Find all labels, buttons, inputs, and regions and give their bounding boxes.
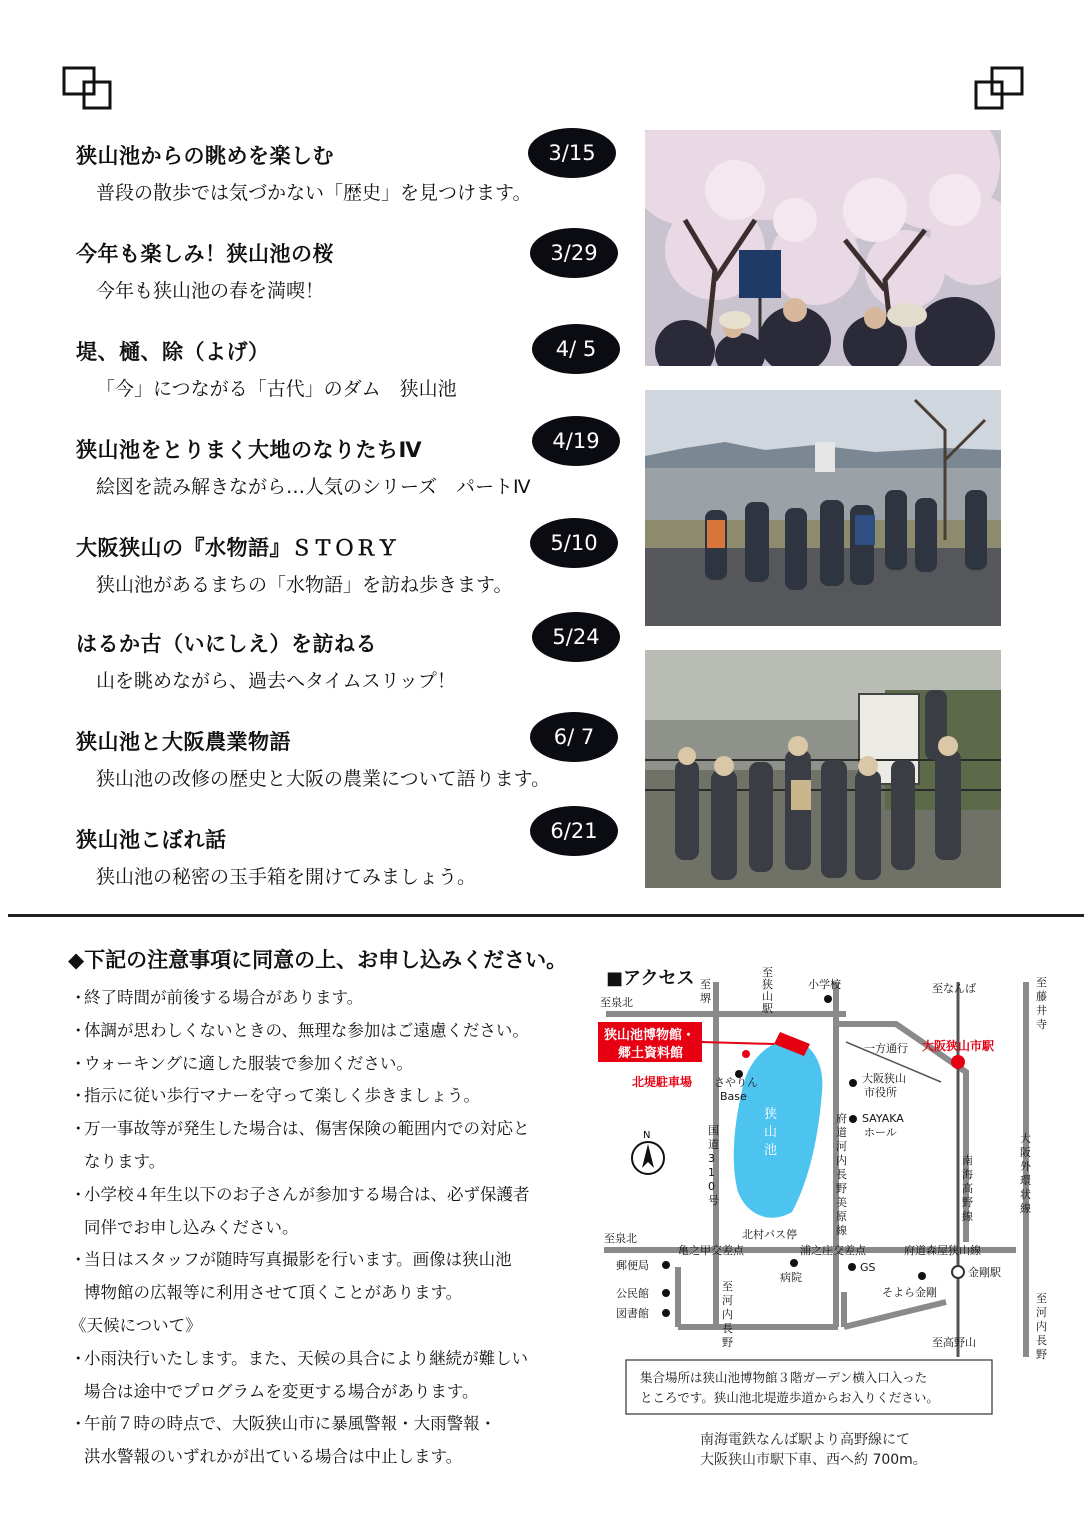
notice-item: ・小学校４年生以下のお子さんが参加する場合は、必ず保護者 同伴でお申し込みください。 xyxy=(70,1184,530,1237)
museum-label: 狭山池博物館・ xyxy=(604,1028,696,1043)
event-desc: 狭山池の改修の歴史と大阪の農業について語ります。 xyxy=(96,768,551,790)
map-label: 長 xyxy=(836,1168,847,1181)
event-desc: 山を眺めながら、過去へタイムスリップ！ xyxy=(96,670,456,692)
weather-item: ・午前７時の時点で、大阪狭山市に暴風警報・大雨警報・ 洪水警報のいずれかが出ている場合は中止します。 xyxy=(70,1414,497,1467)
photo-dam-lecture xyxy=(645,650,1001,888)
svg-text:N: N xyxy=(643,1130,651,1141)
event-date-badge: 3/15 xyxy=(528,128,616,178)
map-label: 阪 xyxy=(1020,1146,1031,1159)
map-label: 野 xyxy=(836,1182,847,1195)
notice-item: ・ウォーキングに適した服装で参加ください。 xyxy=(70,1053,413,1073)
map-label: 亀之甲交差点 xyxy=(678,1244,744,1257)
notice-item: ・体調が思わしくないときの、無理な参加はご遠慮ください。 xyxy=(70,1020,529,1040)
map-label: 市役所 xyxy=(864,1086,897,1099)
event-desc: 狭山池の秘密の玉手箱を開けてみましょう。 xyxy=(96,866,477,888)
map-label: 河 xyxy=(722,1294,733,1307)
event-title: はるか古（いにしえ）を訪ねる xyxy=(76,632,377,656)
pond-label: 池 xyxy=(764,1143,778,1158)
soyora-dot-icon xyxy=(918,1272,926,1280)
map-label: 至なんば xyxy=(932,982,976,995)
notice-item: ・当日はスタッフが随時写真撮影を行います。画像は狭山池 博物館の広報等に利用させて頂くことがあります。 xyxy=(70,1250,512,1303)
map-label: 大阪狭山 xyxy=(862,1072,906,1085)
map-label: 原 xyxy=(836,1210,847,1223)
map-label: 金剛駅 xyxy=(968,1266,1001,1279)
map-label: 小学校 xyxy=(808,978,841,991)
map-label: 高 xyxy=(962,1182,973,1195)
map-label: GS xyxy=(860,1261,876,1274)
map-label: 号 xyxy=(708,1194,719,1207)
map-label: 内 xyxy=(722,1308,733,1321)
map-label: 府道森屋狭山線 xyxy=(904,1244,981,1257)
school-dot-icon xyxy=(824,995,832,1003)
event-title: 狭山池をとりまく大地のなりたちⅣ xyxy=(76,438,423,462)
map-label: 至 xyxy=(1036,1292,1047,1305)
map-label: 至 xyxy=(700,978,711,991)
map-label: 井 xyxy=(1036,1004,1047,1017)
cityhall-dot-icon xyxy=(849,1079,857,1087)
event-desc: 狭山池があるまちの「水物語」を訪ね歩きます。 xyxy=(96,574,513,596)
pond-shape xyxy=(734,1040,823,1218)
weather-item: ・小雨決行いたします。また、天候の具合により継続が難しい 場合は途中でプログラムを変更する場合があります。 xyxy=(70,1348,529,1401)
map-label: 寺 xyxy=(1036,1018,1047,1031)
map-label: 内 xyxy=(836,1154,847,1167)
event-title: 堤、樋、除（よげ） xyxy=(76,340,270,364)
access-footer xyxy=(700,1430,927,1470)
meeting-place-box xyxy=(626,1360,992,1414)
map-label: 北村バス停 xyxy=(742,1228,797,1241)
pond-label: 狭 xyxy=(764,1107,778,1122)
map-label: 海 xyxy=(962,1168,973,1181)
event-title: 狭山池こぼれ話 xyxy=(76,828,227,852)
map-label: 狭 xyxy=(762,978,773,991)
map-label: 府 xyxy=(836,1112,847,1125)
event-title: 狭山池からの眺めを楽しむ xyxy=(76,144,334,168)
kongo-station-icon xyxy=(952,1266,964,1278)
notice-item: ・万一事故等が発生した場合は、傷害保険の範囲内での対応と なります。 xyxy=(70,1119,530,1171)
museum-label: 郷土資料館 xyxy=(618,1046,684,1061)
map-label: 道 xyxy=(708,1138,719,1151)
notice-list xyxy=(70,982,590,1474)
meeting-place-text: ところです。狭山池北堤遊歩道からお入りください。 xyxy=(640,1390,939,1405)
map-label: 線 xyxy=(962,1210,973,1223)
sayaka-dot-icon xyxy=(849,1115,857,1123)
map-label: 国 xyxy=(708,1124,719,1137)
map-label: 0 xyxy=(708,1180,715,1193)
parking-label: 北堤駐車場 xyxy=(632,1075,693,1089)
pond-label: 山 xyxy=(764,1125,778,1140)
access-footer-line: 南海電鉄なんば駅より高野線にて xyxy=(700,1432,910,1448)
map-label: 南 xyxy=(962,1154,973,1167)
map-label: 堺 xyxy=(700,992,711,1005)
notice-item: ・指示に従い歩行マナーを守って楽しく歩きましょう。 xyxy=(70,1086,480,1106)
access-footer-line: 大阪狭山市駅下車、西へ約 700m。 xyxy=(700,1452,927,1468)
map-label: そよら金剛 xyxy=(882,1286,937,1299)
event-date-badge: 3/29 xyxy=(530,228,618,278)
map-label: 河 xyxy=(836,1140,847,1153)
map-label: 線 xyxy=(1020,1202,1031,1215)
map-label: 至 xyxy=(1036,976,1047,989)
map-label: 病院 xyxy=(780,1271,802,1284)
north-compass-icon xyxy=(632,1130,664,1174)
photo-pond-walk xyxy=(645,390,1001,626)
map-label: 野 xyxy=(1036,1348,1047,1361)
map-label: ホール xyxy=(864,1126,897,1139)
map-label: 長 xyxy=(1036,1334,1047,1347)
access-map xyxy=(596,962,1062,1422)
map-label: 美 xyxy=(836,1196,847,1209)
event-date-badge: 4/ 5 xyxy=(532,324,620,374)
weather-heading: 《天候について》 xyxy=(70,1315,202,1335)
event-date-badge: 6/21 xyxy=(530,806,618,856)
map-label: 至 xyxy=(722,1280,733,1293)
map-label: 野 xyxy=(962,1196,973,1209)
library-dot-icon xyxy=(662,1309,670,1317)
photo-cherry-blossom xyxy=(645,130,1001,366)
station-marker-icon xyxy=(951,1055,965,1069)
event-date-badge: 5/24 xyxy=(532,612,620,662)
map-label: 浦之庄交差点 xyxy=(800,1244,866,1257)
map-label: 至 xyxy=(762,966,773,979)
event-desc: 絵図を読み解きながら…人気のシリーズ パートⅣ xyxy=(96,476,531,498)
gs-dot-icon xyxy=(848,1263,856,1271)
corner-mark-left-icon xyxy=(62,66,112,110)
map-label: 道 xyxy=(836,1126,847,1139)
parking-marker-icon xyxy=(742,1050,750,1058)
map-label: 1 xyxy=(708,1166,715,1179)
event-title: 今年も楽しみ！狭山池の桜 xyxy=(76,242,334,266)
map-label: 至泉北 xyxy=(600,996,633,1009)
map-label: 環 xyxy=(1020,1174,1031,1187)
event-title: 大阪狭山の『水物語』ＳＴＯＲＹ xyxy=(76,536,399,560)
map-label: SAYAKA xyxy=(862,1112,904,1125)
map-label: 藤 xyxy=(1036,990,1047,1003)
map-label: 駅 xyxy=(762,1002,773,1015)
hospital-dot-icon xyxy=(790,1259,798,1267)
event-date-badge: 6/ 7 xyxy=(530,712,618,762)
map-label: 長 xyxy=(722,1322,733,1335)
map-label: 状 xyxy=(1020,1188,1031,1201)
sayarin-label: さやりん xyxy=(714,1076,758,1089)
post-dot-icon xyxy=(662,1261,670,1269)
map-label: 至高野山 xyxy=(932,1336,976,1349)
map-label: 郵便局 xyxy=(616,1259,649,1272)
map-label: 図書館 xyxy=(616,1307,649,1320)
station-label: 大阪狭山市駅 xyxy=(922,1039,995,1053)
map-label: 公民館 xyxy=(616,1287,649,1300)
event-desc: 「今」につながる「古代」のダム 狭山池 xyxy=(96,378,457,400)
map-label: 至泉北 xyxy=(604,1232,637,1245)
corner-mark-right-icon xyxy=(974,66,1024,110)
map-label: 3 xyxy=(708,1152,715,1165)
notice-item: ・終了時間が前後する場合があります。 xyxy=(70,988,364,1007)
section-divider xyxy=(8,914,1084,917)
sayarin-label: Base xyxy=(720,1090,747,1103)
map-label: 外 xyxy=(1020,1160,1031,1173)
notice-heading: ◆下記の注意事項に同意の上、お申し込みください。 xyxy=(68,948,568,972)
map-label: 山 xyxy=(762,990,773,1003)
map-heading: ■アクセス xyxy=(606,968,695,989)
event-title: 狭山池と大阪農業物語 xyxy=(76,730,291,754)
map-label: 大 xyxy=(1020,1132,1031,1145)
map-label: 河 xyxy=(1036,1306,1047,1319)
event-date-badge: 5/10 xyxy=(530,518,618,568)
oneway-label: 一方通行 xyxy=(864,1042,908,1055)
map-label: 線 xyxy=(836,1224,847,1237)
map-label: 内 xyxy=(1036,1320,1047,1333)
kominkan-dot-icon xyxy=(662,1289,670,1297)
event-desc: 今年も狭山池の春を満喫！ xyxy=(96,280,325,302)
map-label: 野 xyxy=(722,1336,733,1349)
event-date-badge: 4/19 xyxy=(532,416,620,466)
meeting-place-text: 集合場所は狭山池博物館３階ガーデン横入口入った xyxy=(640,1370,928,1385)
event-desc: 普段の散歩では気づかない「歴史」を見つけます。 xyxy=(96,182,532,204)
